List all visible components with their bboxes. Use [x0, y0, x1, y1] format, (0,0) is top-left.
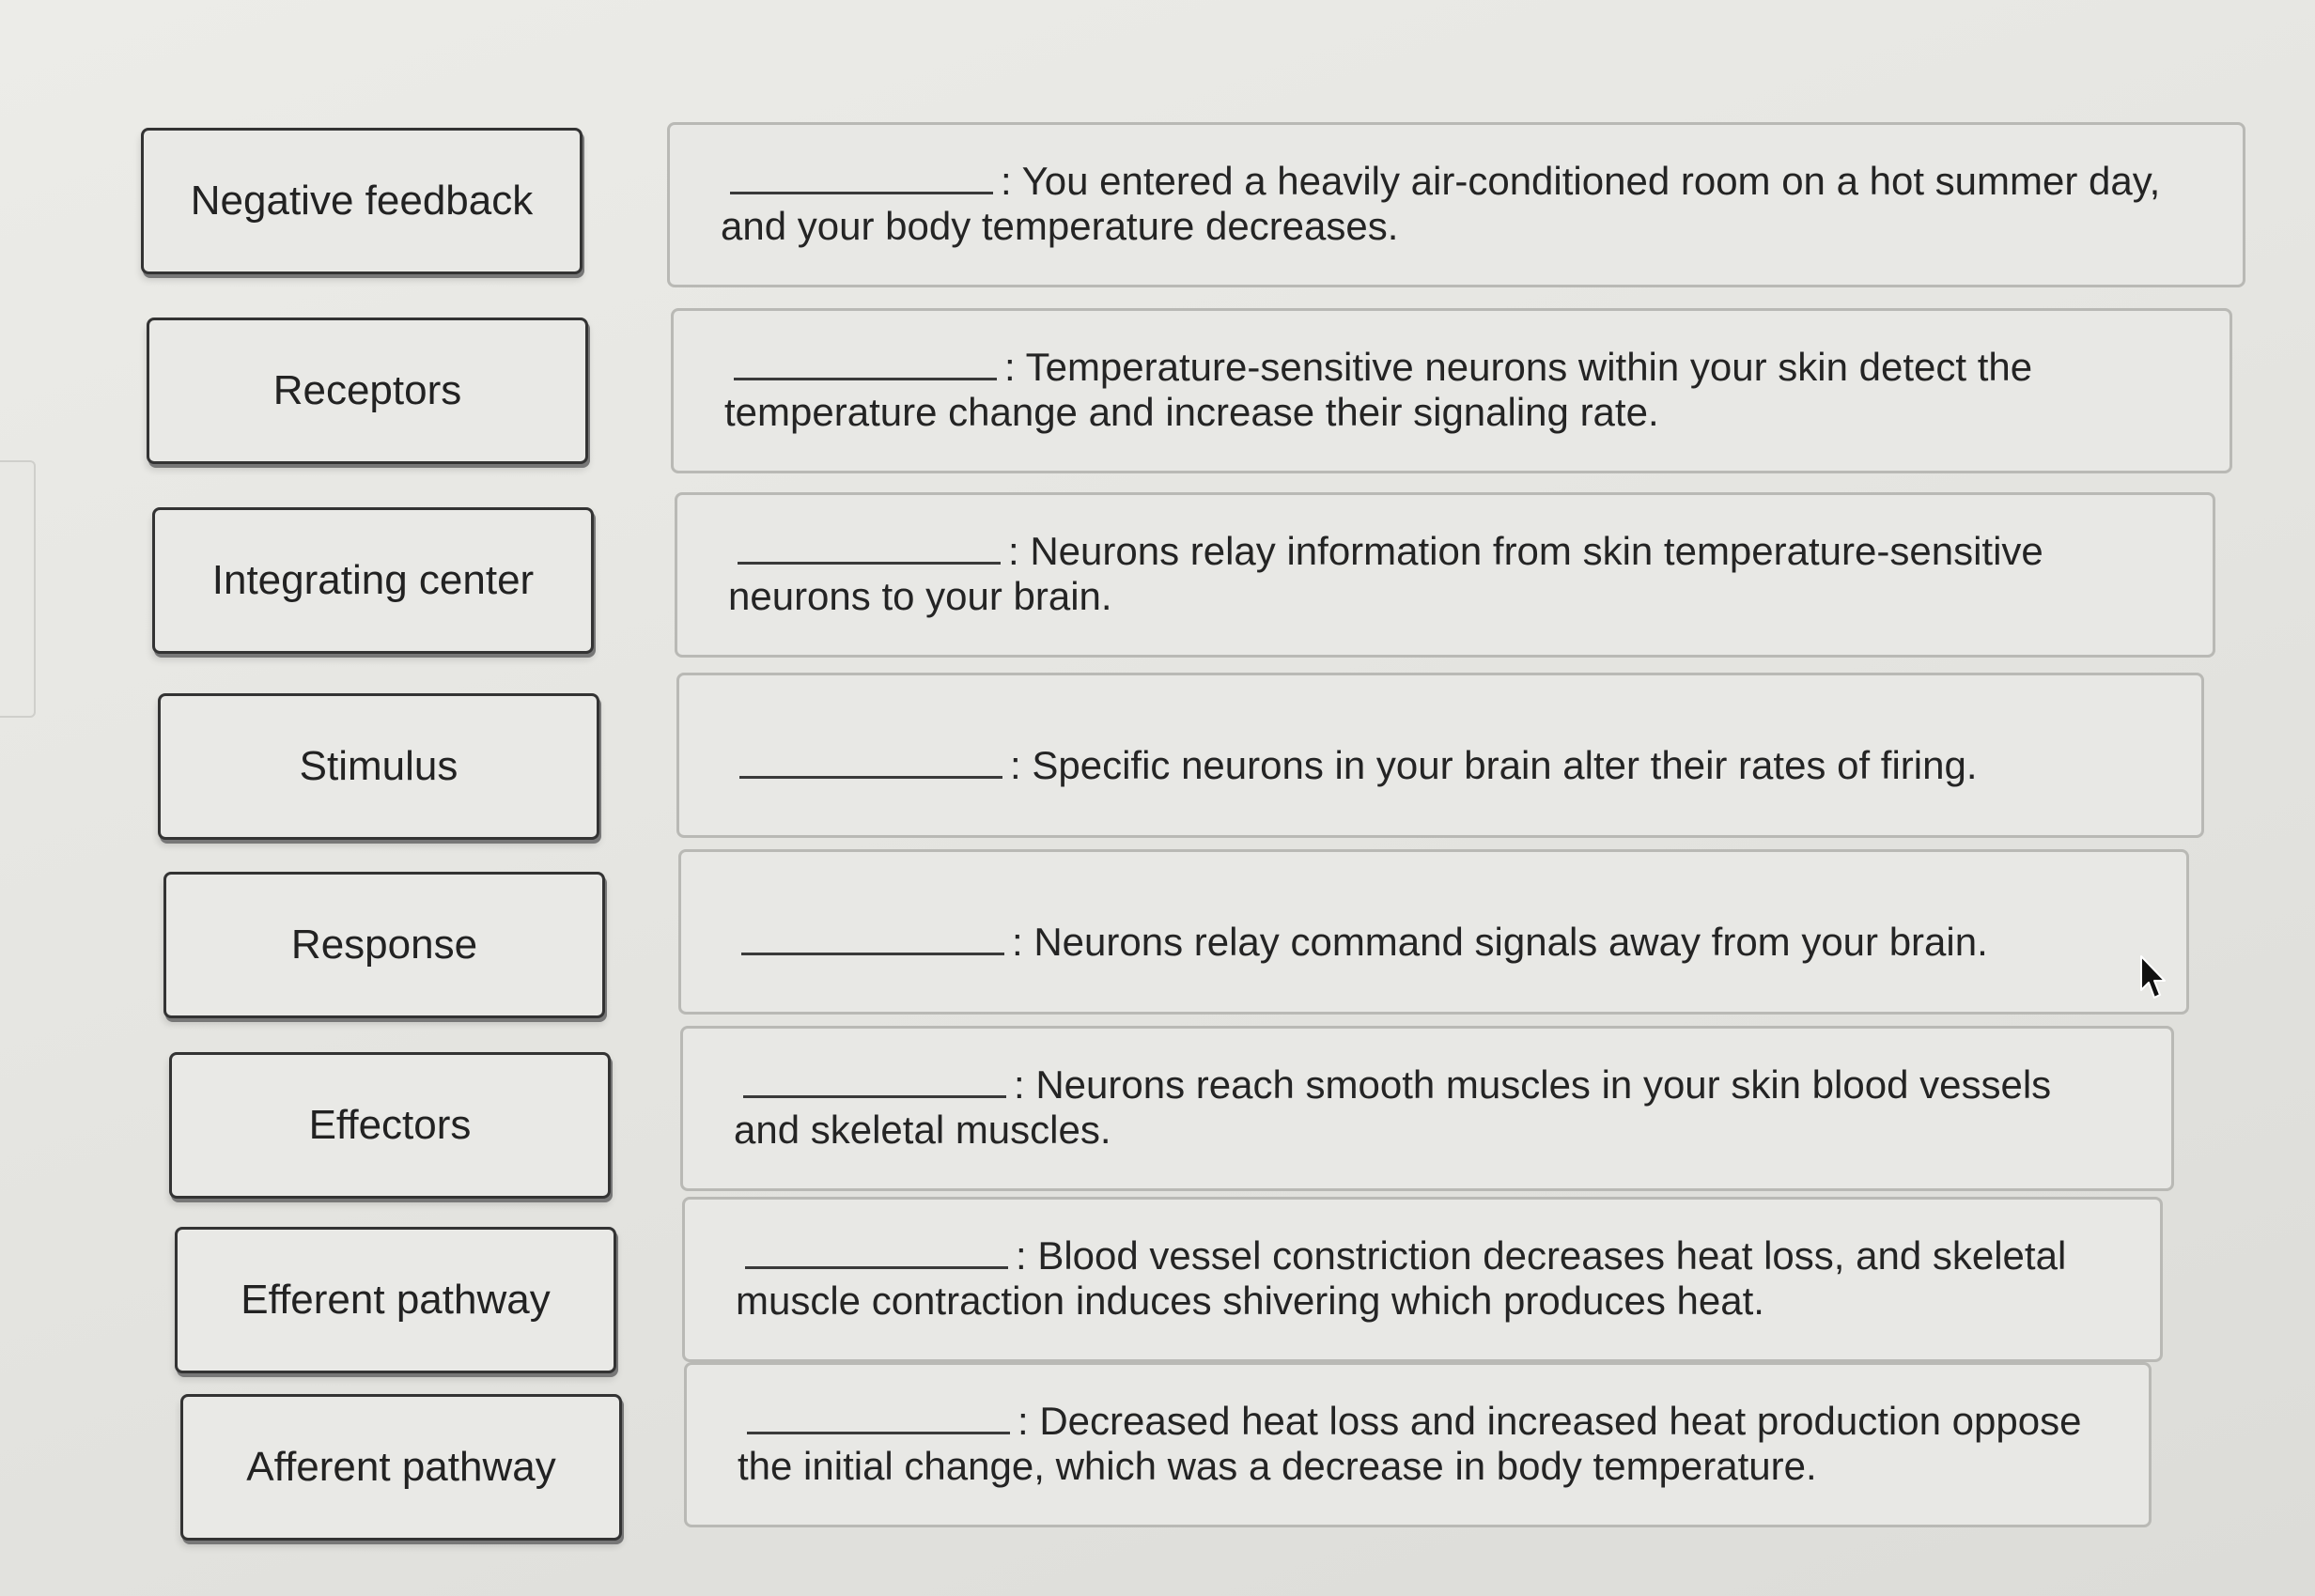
term-label: Integrating center	[211, 557, 535, 603]
statement-text: : Specific neurons in your brain alter their rates of firing.	[1010, 743, 1978, 787]
term-label: Efferent pathway	[241, 1277, 551, 1323]
answer-blank[interactable]	[739, 748, 1002, 779]
term-label: Negative feedback	[190, 178, 534, 224]
statement-row[interactable]	[667, 122, 2245, 287]
statement-row[interactable]	[680, 1026, 2174, 1191]
answer-blank[interactable]	[745, 1238, 1008, 1269]
answer-blank[interactable]	[743, 1067, 1006, 1098]
statement-row[interactable]	[671, 308, 2232, 473]
statement-text: : Neurons relay command signals away from your brain.	[1012, 920, 1988, 964]
term-label: Receptors	[272, 367, 462, 413]
statement-text: : Decreased heat loss and increased heat production oppose the initial change, which was a decrease in body temperature.	[738, 1399, 2082, 1488]
answer-blank[interactable]	[747, 1403, 1010, 1434]
answer-blank[interactable]	[730, 163, 993, 194]
term-integrating-center[interactable]	[152, 507, 594, 654]
statement-row[interactable]	[676, 673, 2204, 838]
term-efferent-pathway[interactable]	[175, 1227, 616, 1373]
term-negative-feedback[interactable]	[141, 128, 583, 274]
statement-text: : You entered a heavily air-conditioned room on a hot summer day, and your body temperature decreases.	[721, 159, 2161, 248]
side-panel-edge	[0, 460, 36, 718]
statement-row[interactable]	[675, 492, 2215, 658]
term-stimulus[interactable]	[158, 693, 599, 840]
answer-blank[interactable]	[734, 349, 997, 380]
term-receptors[interactable]	[147, 318, 588, 464]
term-label: Stimulus	[299, 743, 458, 789]
statement-row[interactable]	[678, 849, 2189, 1015]
answer-blank[interactable]	[741, 924, 1004, 955]
term-label: Afferent pathway	[246, 1444, 556, 1490]
term-afferent-pathway[interactable]	[180, 1394, 622, 1541]
statement-text: : Neurons reach smooth muscles in your skin blood vessels and skeletal muscles.	[734, 1062, 2052, 1152]
mouse-pointer-icon	[2138, 954, 2168, 1003]
term-label: Effectors	[308, 1102, 472, 1148]
statement-text: : Neurons relay information from skin temperature-sensitive neurons to your brain.	[728, 529, 2043, 618]
statement-row[interactable]	[684, 1362, 2152, 1527]
term-effectors[interactable]	[169, 1052, 611, 1199]
statement-text: : Blood vessel constriction decreases heat loss, and skeletal muscle contraction induces shivering which produces heat.	[736, 1233, 2067, 1323]
term-response[interactable]	[163, 872, 605, 1018]
statement-row[interactable]	[682, 1197, 2163, 1362]
answer-blank[interactable]	[738, 534, 1001, 565]
term-label: Response	[290, 922, 478, 968]
statement-text: : Temperature-sensitive neurons within your skin detect the temperature change and increase their signaling rate.	[724, 345, 2033, 434]
